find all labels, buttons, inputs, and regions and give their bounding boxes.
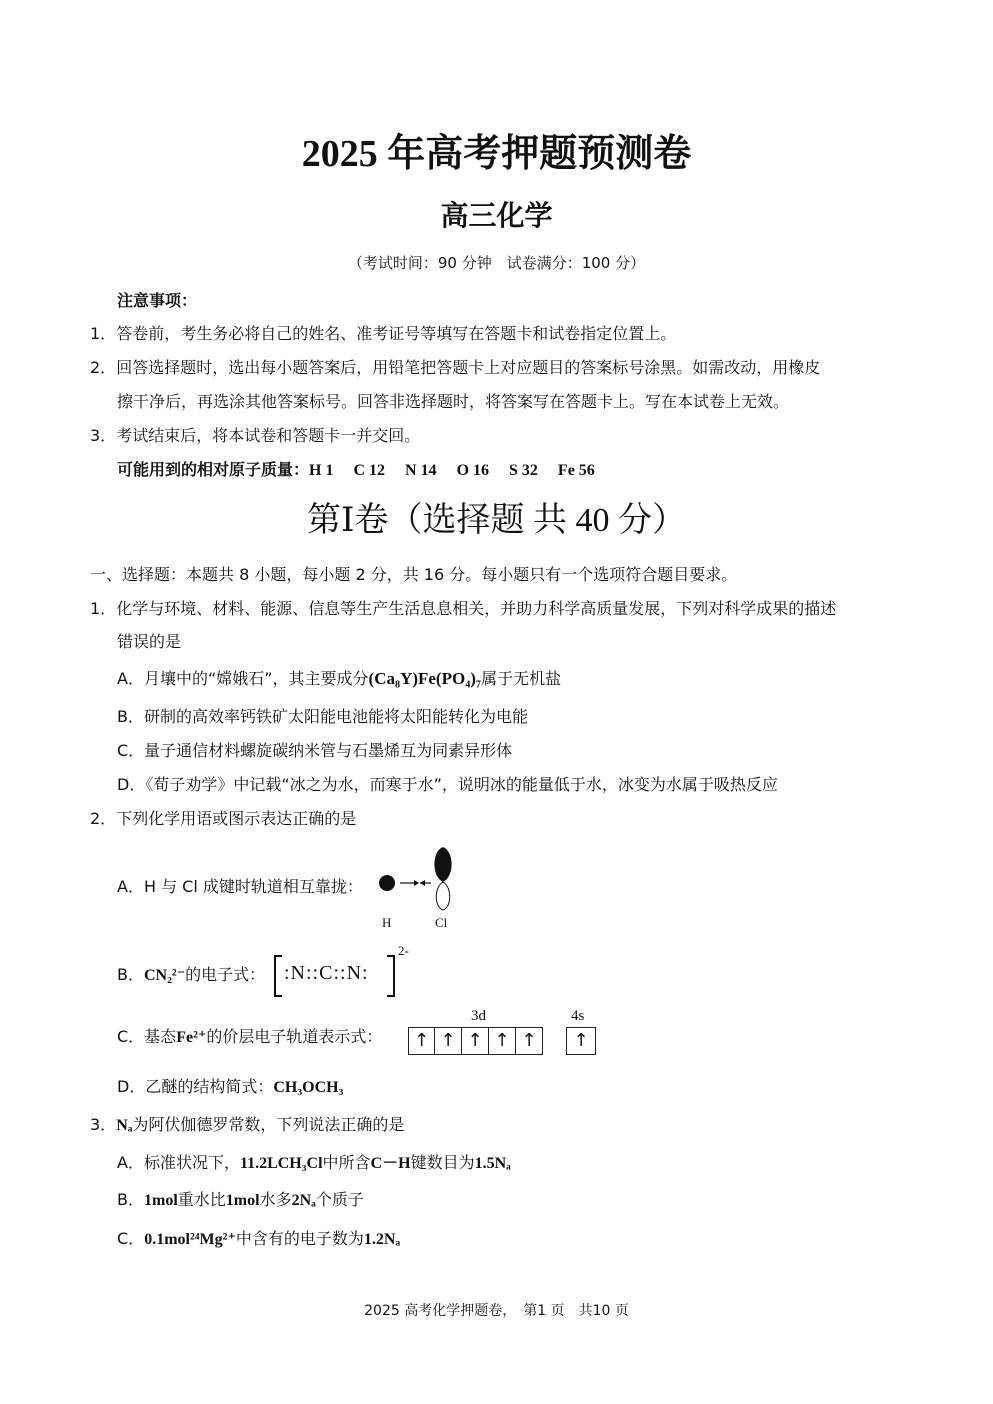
orbital-box-3d: ↑ — [489, 1027, 516, 1055]
bracket-left — [274, 955, 282, 997]
orbital-box-3d: ↑ — [435, 1027, 462, 1055]
notice-item-num: 1． — [90, 324, 117, 343]
orbital-label-4s: 4s — [571, 1008, 585, 1024]
arrowhead-right-icon — [414, 880, 419, 886]
option-text: A．月壤中的“嫦娥石”，其主要成分 — [117, 669, 369, 688]
option-text: 属于无机盐 — [481, 669, 562, 688]
notice-item-text: 答卷前，考生务必将自己的姓名、准考证号等填写在答题卡和试卷指定位置上。 — [116, 324, 677, 343]
page-subtitle: 高三化学 — [440, 199, 553, 232]
question-2-stem — [90, 806, 356, 829]
notice-item-2-cont: 擦干净后，再选涂其他答案标号。回答非选择题时，将答案写在答题卡上。写在本试卷上无效。 — [117, 392, 790, 411]
chemical-formula: (Ca₈Y)Fe(PO₄)₇ — [368, 669, 482, 688]
h-atom-label: H — [382, 915, 392, 930]
q3-option-b — [117, 1187, 364, 1210]
notice-item-1 — [90, 321, 676, 344]
chemical-formula: 1mol — [143, 1192, 178, 1209]
cl-p-orbital-lower-lobe — [436, 882, 450, 910]
question-text: 化学与环境、材料、能源、信息等生产生活息息相关，并助力科学高质量发展，下列对科学成果的描述 — [116, 599, 837, 618]
chemical-formula: Nₐ — [116, 1117, 133, 1134]
orbital-box-3d: ↑ — [516, 1027, 543, 1055]
question-number: 2． — [90, 809, 117, 828]
notice-item-text: 回答选择题时，选出每小题答案后，用铅笔把答题卡上对应题目的答案标号涂黑。如需改动，用橡皮 — [116, 358, 821, 377]
chemical-formula: Fe²⁺ — [176, 1029, 207, 1046]
q3-option-a — [117, 1150, 511, 1173]
orbital-diagram-4s — [566, 1027, 596, 1055]
question-text: 为阿伏伽德罗常数，下列说法正确的是 — [132, 1115, 405, 1134]
notice-heading: 注意事项： — [117, 291, 198, 310]
chemical-formula: 1.2Nₐ — [363, 1231, 401, 1248]
page-title: 2025 年高考押题预测卷 — [301, 133, 692, 175]
question-text: 下列化学用语或图示表达正确的是 — [116, 809, 357, 828]
chemical-formula: 0.1mol²⁴Mg²⁺ — [144, 1231, 236, 1248]
orbital-box-3d: ↑ — [462, 1027, 489, 1055]
option-text: 中所含 — [322, 1153, 371, 1172]
option-text: 中含有的电子数为 — [235, 1229, 364, 1248]
option-text: 重水比 — [177, 1190, 226, 1209]
electron-formula: :N::C::N: — [284, 962, 369, 984]
atomic-masses-values: H 1 C 12 N 14 O 16 S 32 Fe 56 — [309, 462, 595, 479]
page-footer: 2025 高考化学押题卷， 第1 页 共10 页 — [364, 1303, 629, 1319]
question-3-stem — [90, 1112, 404, 1135]
orbital-box-3d: ↑ — [408, 1027, 435, 1055]
option-text: D．乙醚的结构简式： — [117, 1077, 274, 1096]
question-number: 1． — [90, 599, 117, 618]
atomic-masses-label: 可能用到的相对原子质量： — [117, 460, 310, 479]
question-number: 3． — [90, 1115, 117, 1134]
h-s-orbital — [379, 875, 395, 891]
option-text: 水多 — [259, 1190, 292, 1209]
cl-atom-label: Cl — [435, 915, 448, 930]
q1-option-c: C．量子通信材料螺旋碳纳米管与石墨烯互为同素异形体 — [117, 741, 513, 760]
atomic-masses-line — [117, 457, 595, 480]
orbital-overlap-diagram — [370, 843, 460, 933]
section-intro: 一、选择题：本题共 8 小题，每小题 2 分，共 16 分。每小题只有一个选项符合题目要求。 — [90, 565, 738, 584]
orbital-diagram-3d — [408, 1027, 543, 1055]
notice-item-text: 考试结束后，将本试卷和答题卡一并交回。 — [116, 426, 421, 445]
notice-item-3 — [90, 423, 420, 446]
option-text: 的价层电子轨道表示式： — [206, 1027, 383, 1046]
ion-charge: 2- — [398, 943, 409, 958]
chemical-formula: 2Nₐ — [291, 1192, 316, 1209]
orbital-label-3d: 3d — [471, 1008, 486, 1024]
q2-option-b — [117, 962, 265, 985]
cl-p-orbital-upper-lobe — [434, 847, 451, 882]
chemical-formula: 1.5Nₐ — [474, 1155, 511, 1172]
notice-item-num: 3． — [90, 426, 117, 445]
q2-option-a: A．H 与 Cl 成键时轨道相互靠拢： — [117, 877, 363, 896]
notice-item-2 — [90, 355, 820, 378]
arrowhead-left-icon — [420, 880, 425, 886]
notice-item-num: 2． — [90, 358, 117, 377]
option-text: 键数目为 — [410, 1153, 475, 1172]
chemical-formula: C－H — [370, 1155, 411, 1172]
bracket-right — [387, 955, 395, 997]
chemical-formula: CN₂²⁻ — [143, 967, 186, 984]
chemical-formula: 1mol — [225, 1192, 260, 1209]
exam-info: （考试时间：90 分钟 试卷满分：100 分） — [347, 254, 646, 272]
q2-option-c — [117, 1024, 382, 1047]
option-text: C． — [117, 1229, 145, 1248]
section-title: 第Ⅰ卷（选择题 共 40 分） — [307, 502, 686, 539]
chemical-formula: CH₃OCH₃ — [273, 1079, 344, 1096]
option-text: B． — [117, 1190, 144, 1209]
question-1-stem-cont: 错误的是 — [117, 632, 182, 651]
q2-option-d — [117, 1074, 343, 1097]
chemical-formula: 11.2LCH₃Cl — [239, 1155, 323, 1172]
option-text: 的电子式： — [185, 965, 266, 984]
q3-option-c — [117, 1226, 400, 1249]
q1-option-b: B．研制的高效率钙铁矿太阳能电池能将太阳能转化为电能 — [117, 707, 528, 726]
q1-option-a — [117, 666, 561, 689]
option-label: B． — [117, 965, 144, 984]
question-1-stem — [90, 596, 836, 619]
option-text: A．标准状况下， — [117, 1153, 240, 1172]
option-text: 个质子 — [315, 1190, 364, 1209]
orbital-box-4s: ↑ — [566, 1027, 596, 1055]
option-text: C．基态 — [117, 1027, 177, 1046]
q1-option-d: D．《荀子劝学》中记载“冰之为水，而寒于水”，说明冰的能量低于水，冰变为水属于吸热反应 — [117, 775, 778, 794]
